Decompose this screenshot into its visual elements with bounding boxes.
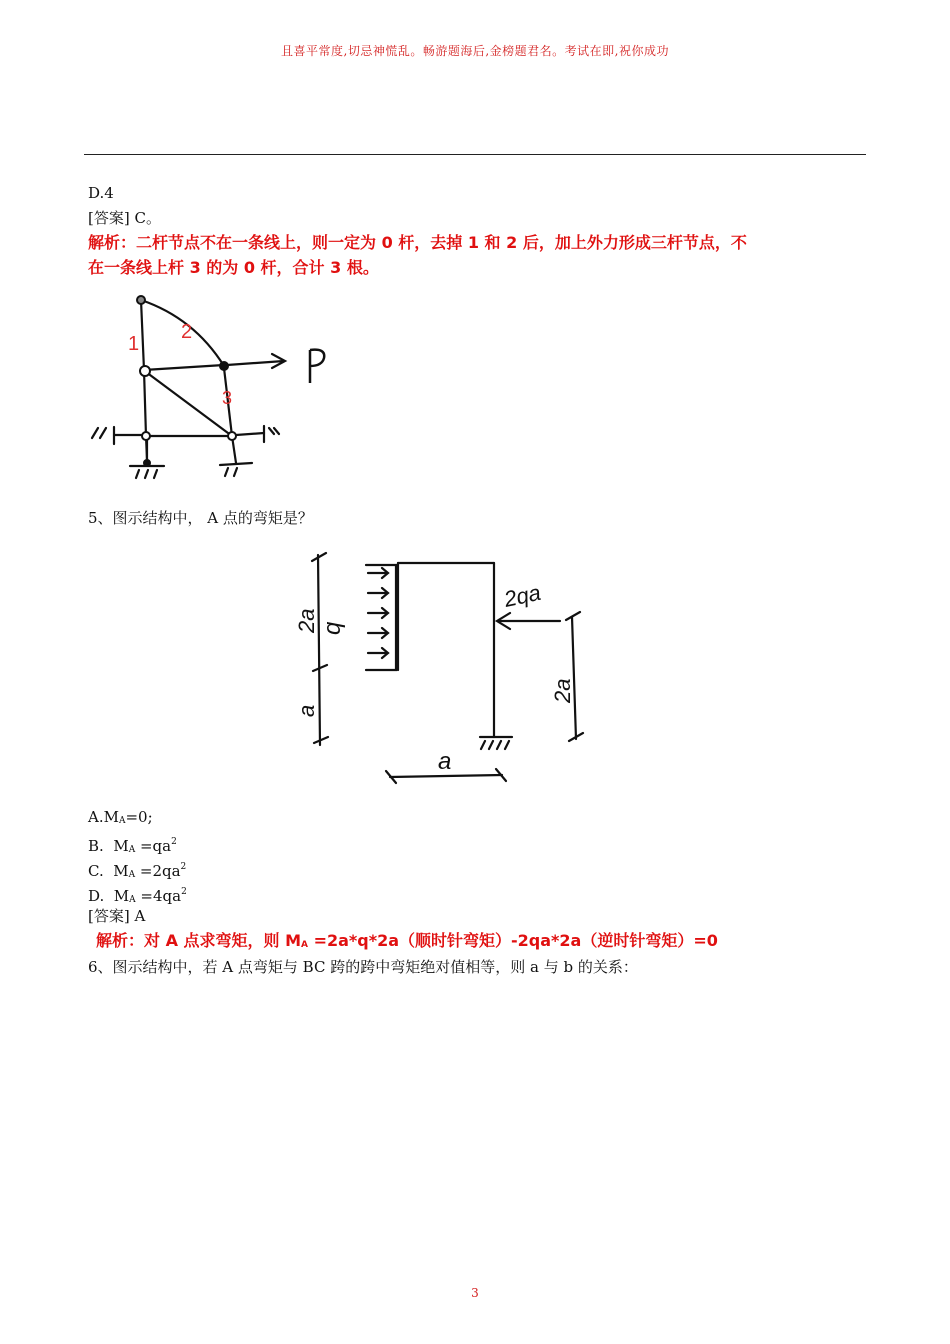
dim-2a-left: 2a: [294, 608, 319, 633]
q5-answer: [答案] A: [88, 907, 146, 925]
truss-label-2: 2: [181, 321, 193, 343]
q4-answer: [答案] C。: [88, 209, 161, 227]
q5-option-b: B. MA $=qa^2$: [88, 837, 177, 855]
page-number: 3: [471, 1286, 479, 1300]
q5-analysis: 解析：对 A 点求弯矩，则 MA =2a*q*2a（顺时针弯矩）-2qa*2a（逆时针弯矩）=0: [96, 931, 718, 950]
dim-2a-right: 2a: [550, 678, 575, 703]
header-divider: [84, 154, 866, 155]
q5-option-d: D. MA $=4qa^2$: [88, 887, 187, 905]
frame-figure: [280, 545, 600, 805]
q4-analysis-line-1: 解析：二杆节点不在一条线上，则一定为 0 杆，去掉 1 和 2 后，加上外力形成三杆节点，不: [88, 233, 747, 252]
dim-a-bottom: a: [438, 748, 452, 775]
truss-figure: [84, 288, 344, 498]
q4-option-d: D.4: [88, 184, 114, 202]
truss-label-3: 3: [222, 388, 233, 408]
header-motto: 且喜平常度,切忌神慌乱。畅游题海后,金榜题君名。考试在即,祝你成功: [281, 44, 669, 58]
q5-option-a: A.MA=0;: [88, 808, 153, 826]
q4-analysis-line-2: 在一条线上杆 3 的为 0 杆，合计 3 根。: [88, 258, 379, 277]
load-q-label: q: [319, 621, 346, 635]
q5-option-c: C. MA $=2qa^2$: [88, 862, 187, 880]
load-2qa-label: 2qa: [501, 579, 543, 612]
dim-a-left: a: [294, 704, 319, 717]
q6-question: 6、图示结构中，若 A 点弯矩与 BC 跨的跨中弯矩绝对值相等，则 a 与 b 的关系：: [88, 958, 638, 976]
truss-label-1: 1: [128, 333, 140, 355]
q5-question: 5、图示结构中， A 点的弯矩是？: [88, 509, 313, 527]
